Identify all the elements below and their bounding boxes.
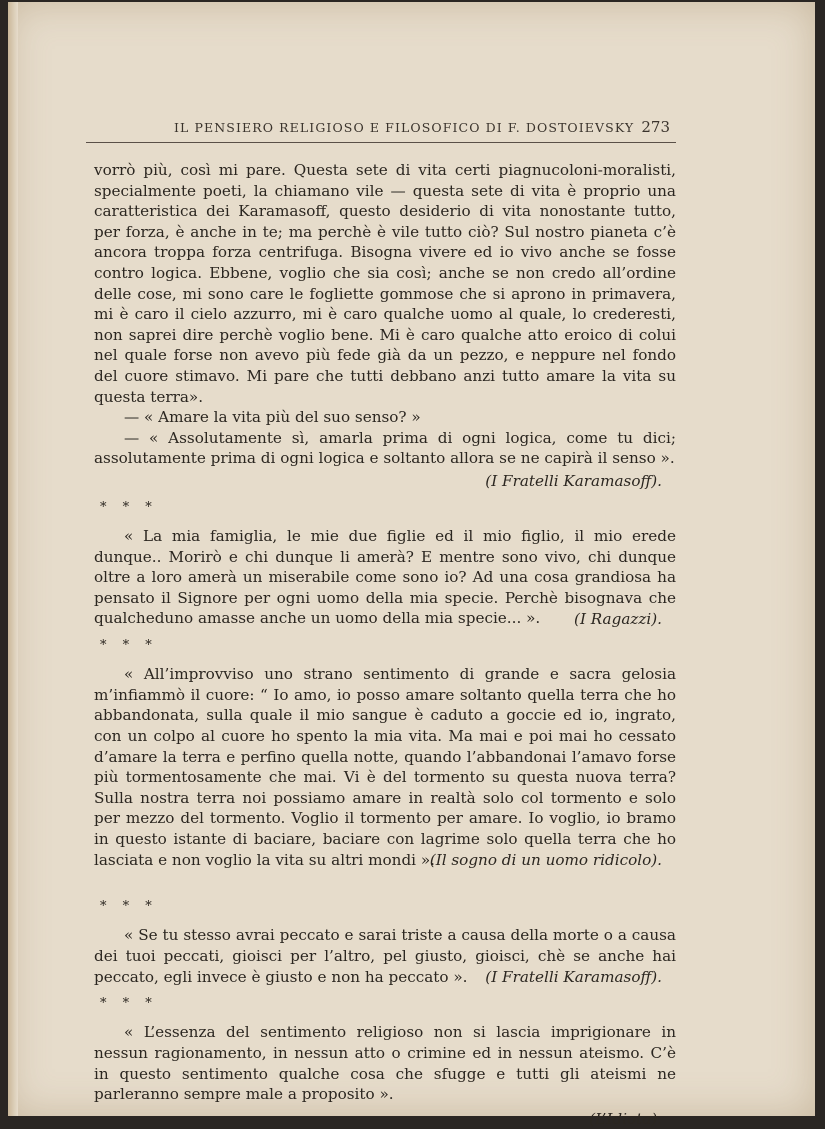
passage-5-text: « L’essenza del sentimento religioso non si lascia imprigionare in nessun ragionamento, in nessun atto o crimine ed in nessun ateismo. C’è in questo sentimento qualche cosa che sfugge e tutti gli ateismi ne parleranno sempre male a proposito ». (94, 1023, 676, 1104)
running-title: IL PENSIERO RELIGIOSO E FILOSOFICO DI F. DOSTOIEVSKY (174, 120, 635, 135)
section-separator: * * * (100, 637, 158, 653)
passage-1-text: vorrò più, così mi pare. Questa sete di vita certi piagnucoloni-moralisti, specialmente poeti, la chiamano vile — questa sete di vita è proprio una caratteristica dei Karamasoff, questo desiderio di vita nonostante tutto, per forza, è anche in te; ma perchè è vile tutto ciò? Sul nostro pianeta c’è ancora troppa forza centrifuga. Bisogna vivere ed io vivo anche se fosse contro logica. Ebbene, voglio che sia così; anche se non credo all’ordine delle cose, mi sono care le fogliette gommose che si aprono in primavera, mi è caro il cielo azzurro, mi è caro qualche uomo al quale, lo crederesti, non saprei dire perchè voglio bene. Mi è caro qualche atto eroico di colui nel quale forse non avevo più fede già da un pezzo, e neppure nel fondo del cuore stimavo. Mi pare che tutti debbano anzi tutto amare la vita su questa terra». (94, 161, 676, 406)
page-header (86, 118, 676, 143)
book-page (8, 2, 815, 1128)
section-separator: * * * (100, 499, 158, 515)
page-binding-edge (8, 2, 18, 1116)
passage-3-text: « All’improvviso uno strano sentimento di grande e sacra gelosia m’infiammò il cuore: “ Io amo, io posso amare soltanto quella terra che ho abbandonata, sulla quale il mio sangue è caduto a goccie ed io, ingrato, con un colpo al cuore ho spento la mia vita. Ma mai e poi mai ho cessato d’amare la terra e perfino quella notte, quando l’abbandonai l’amavo forse più tormentosamente che mai. Vi è del tormento su questa nuova terra? Sulla nostra terra noi possiamo amare in realtà solo col tormento e solo per mezzo del tormento. Voglio il tormento per amare. Io voglio, io bramo in questo istante di baciare, baciare con lagrime solo quella terra che ho lasciata e non voglio la vita su altri mondi ». (94, 665, 676, 869)
page-number: 273 (641, 118, 670, 136)
page-body (94, 160, 676, 1129)
passage-5-citation: (L’Idiota). (589, 1109, 662, 1128)
passage-4-citation: (I Fratelli Karamasoff). (485, 968, 662, 987)
passage-1-citation: (I Fratelli Karamasoff). (485, 471, 662, 490)
section-separator: * * * (100, 995, 158, 1011)
passage-3-citation: (Il sogno di un uomo ridicolo). (429, 851, 662, 870)
passage-4-text: « Se tu stesso avrai peccato e sarai triste a causa della morte o a causa dei tuoi peccati, gioisci per l’altro, pel giusto, gioisci, chè se anche hai peccato, egli invece è giusto e non ha peccato ». (94, 926, 676, 986)
passage-2-citation: (I Ragazzi). (574, 610, 662, 629)
passage-1-line-3: — « Assolutamente sì, amarla prima di ogni logica, come tu dici; assolutamente prima di ogni logica e soltanto allora se ne capirà il senso ». (94, 428, 676, 468)
passage-1-line-2: — « Amare la vita più del suo senso? » (124, 408, 421, 427)
section-separator: * * * (100, 898, 158, 914)
passage-2-text: « La mia famiglia, le mie due figlie ed il mio figlio, il mio erede dunque.. Morirò e chi dunque li amerà? E mentre sono vivo, chi dunque oltre a loro amerà un miserabile come sono io? Ad una cosa grandiosa ha pensato il Signore per ogni uomo della mia specie. Perchè bisognava che qualcheduno amasse anche un uomo della mia specie... ». (94, 527, 676, 628)
